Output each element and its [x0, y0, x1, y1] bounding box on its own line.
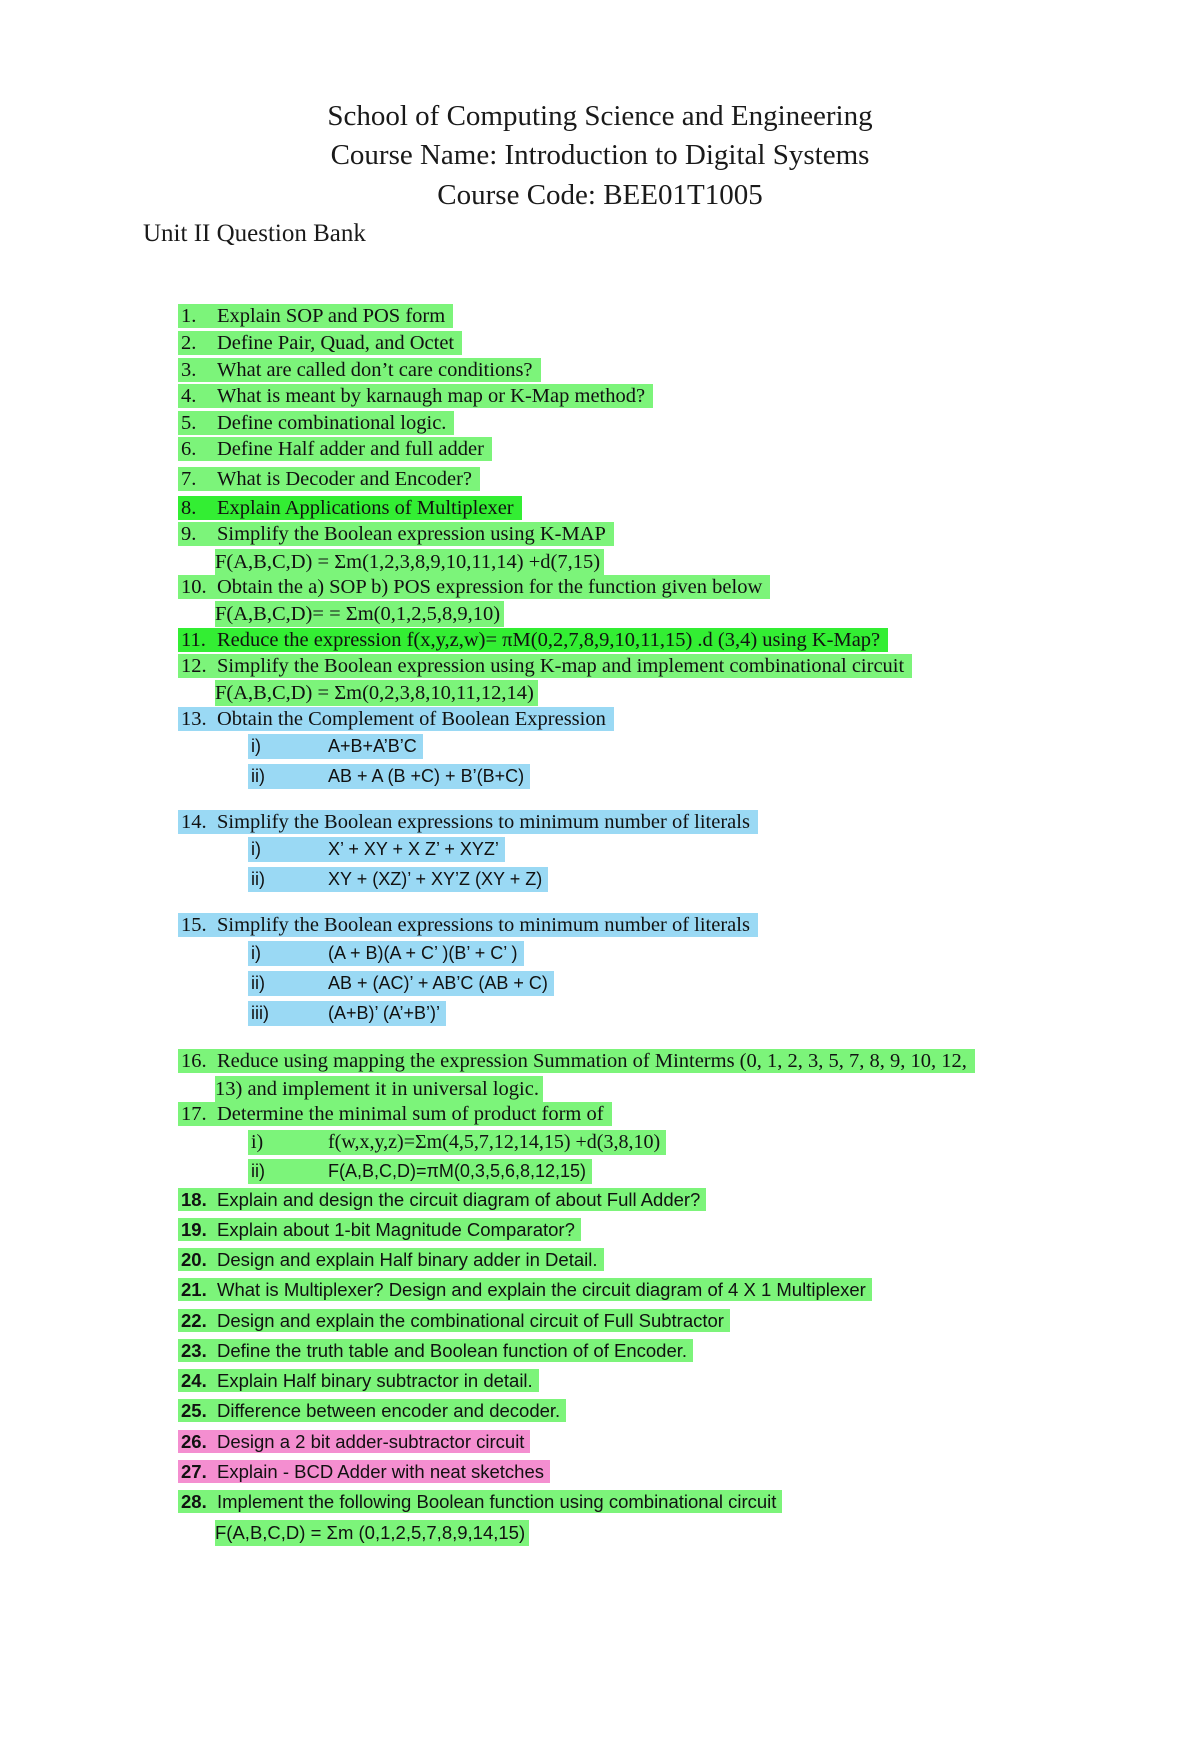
question-17-sub-ii: ii) F(A,B,C,D)=πM(0,3,5,6,8,12,15) [248, 1159, 592, 1184]
question-3: 3. What are called don’t care conditions? [178, 358, 541, 382]
question-1: 1. Explain SOP and POS form [178, 304, 453, 328]
question-24: 24. Explain Half binary subtractor in detail. [178, 1369, 539, 1393]
question-12: 12. Simplify the Boolean expression using K-map and implement combinational circuit [178, 654, 912, 678]
question-13-sub-ii: ii) AB + A (B +C) + B’(B+C) [248, 764, 530, 789]
unit-title: Unit II Question Bank [143, 220, 366, 247]
question-13: 13. Obtain the Complement of Boolean Expression [178, 707, 614, 731]
question-17: 17. Determine the minimal sum of product form of [178, 1102, 612, 1126]
question-15-sub-i: i) (A + B)(A + C’ )(B’ + C’ ) [248, 941, 524, 966]
course-code: Course Code: BEE01T1005 [437, 179, 763, 211]
question-16: 16. Reduce using mapping the expression Summation of Minterms (0, 1, 2, 3, 5, 7, 8, 9, 10, 12, [178, 1049, 975, 1073]
course-name: Course Name: Introduction to Digital Systems [330, 139, 870, 171]
question-27: 27. Explain - BCD Adder with neat sketches [178, 1460, 550, 1484]
question-15: 15. Simplify the Boolean expressions to minimum number of literals [178, 913, 758, 937]
question-28: 28. Implement the following Boolean function using combinational circuit [178, 1490, 782, 1514]
question-19: 19. Explain about 1-bit Magnitude Comparator? [178, 1218, 581, 1242]
question-12-expression: F(A,B,C,D) = Σm(0,2,3,8,10,11,12,14) [215, 680, 538, 706]
question-15-sub-ii: ii) AB + (AC)’ + AB’C (AB + C) [248, 971, 554, 996]
question-14-sub-ii: ii) XY + (XZ)’ + XY’Z (XY + Z) [248, 867, 548, 892]
question-10-expression: F(A,B,C,D)= = Σm(0,1,2,5,8,9,10) [215, 601, 504, 627]
question-9: 9. Simplify the Boolean expression using K-MAP [178, 522, 614, 546]
question-2: 2. Define Pair, Quad, and Octet [178, 331, 462, 355]
question-9-expression: F(A,B,C,D) = Σm(1,2,3,8,9,10,11,14) +d(7,15) [215, 549, 604, 575]
question-7: 7. What is Decoder and Encoder? [178, 467, 480, 491]
school-title: School of Computing Science and Engineering [327, 100, 873, 132]
question-15-sub-iii: iii) (A+B)’ (A’+B’)’ [248, 1001, 446, 1026]
question-25: 25. Difference between encoder and decoder. [178, 1399, 566, 1423]
question-14-sub-i: i) X’ + XY + X Z’ + XYZ’ [248, 837, 505, 862]
question-10: 10. Obtain the a) SOP b) POS expression for the function given below [178, 575, 770, 599]
question-6: 6. Define Half adder and full adder [178, 437, 492, 461]
question-8: 8. Explain Applications of Multiplexer [178, 496, 522, 520]
question-21: 21. What is Multiplexer? Design and explain the circuit diagram of 4 X 1 Multiplexer [178, 1278, 872, 1302]
question-14: 14. Simplify the Boolean expressions to minimum number of literals [178, 810, 758, 834]
question-18: 18. Explain and design the circuit diagram of about Full Adder? [178, 1188, 706, 1212]
question-26: 26. Design a 2 bit adder-subtractor circuit [178, 1430, 530, 1454]
question-4: 4. What is meant by karnaugh map or K-Map method? [178, 384, 653, 408]
question-23: 23. Define the truth table and Boolean function of of Encoder. [178, 1339, 693, 1363]
question-5: 5. Define combinational logic. [178, 411, 454, 435]
question-11: 11. Reduce the expression f(x,y,z,w)= πM(0,2,7,8,9,10,11,15) .d (3,4) using K-Map? [178, 628, 888, 652]
question-28-expression: F(A,B,C,D) = Σm (0,1,2,5,7,8,9,14,15) [215, 1520, 529, 1546]
question-22: 22. Design and explain the combinational circuit of Full Subtractor [178, 1309, 730, 1333]
question-17-sub-i: i) f(w,x,y,z)=Σm(4,5,7,12,14,15) +d(3,8,10) [248, 1130, 666, 1155]
question-16-continuation: 13) and implement it in universal logic. [215, 1076, 543, 1102]
question-13-sub-i: i) A+B+A’B’C [248, 734, 423, 759]
question-20: 20. Design and explain Half binary adder in Detail. [178, 1248, 604, 1272]
